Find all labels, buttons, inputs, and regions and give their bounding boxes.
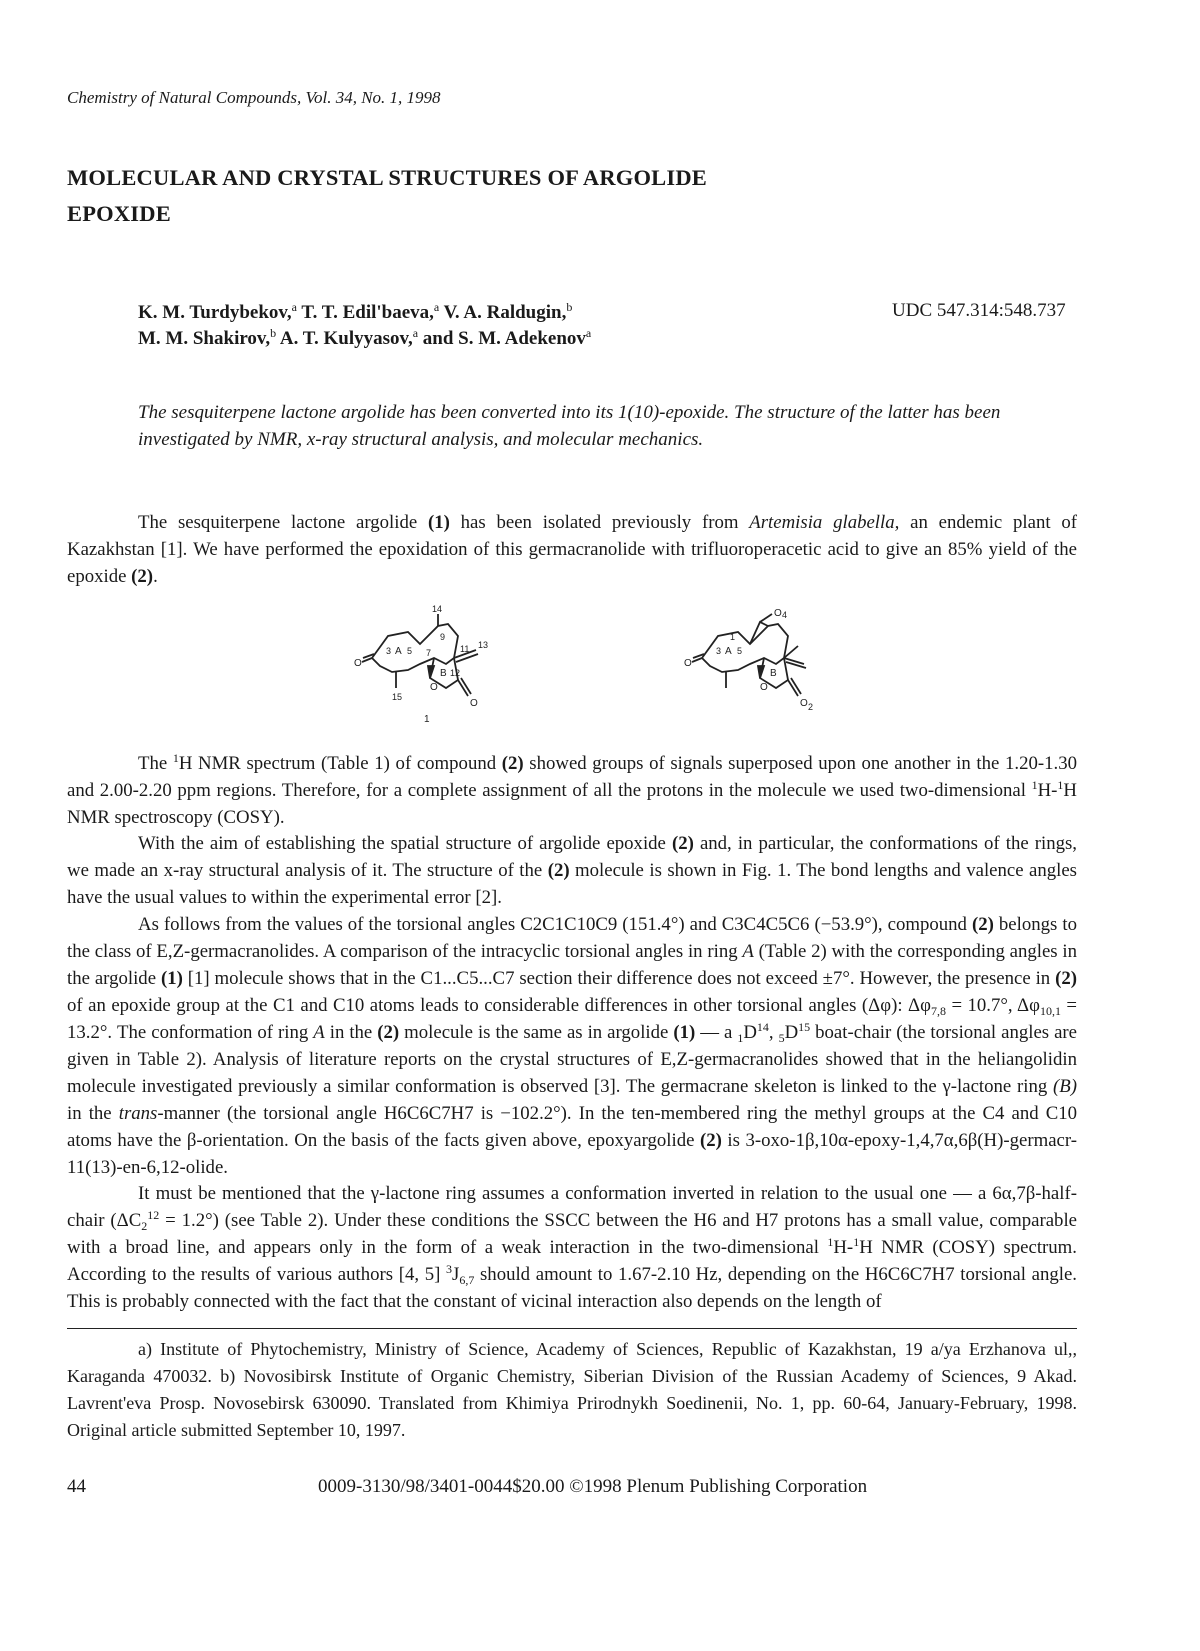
ring-label: A bbox=[725, 646, 732, 657]
species-name: Artemisia glabella, bbox=[749, 512, 900, 533]
atom-number: 11 bbox=[460, 644, 470, 654]
compound-1-structure bbox=[362, 614, 478, 696]
oxygen-atom: O bbox=[470, 698, 478, 709]
atom-number: 12 bbox=[450, 668, 461, 678]
author-name: and S. M. Adekenov bbox=[422, 328, 586, 349]
author-affiliation: b bbox=[270, 326, 277, 340]
author-name: A. T. Kulyyasov, bbox=[279, 328, 413, 349]
body-paragraph-1: The sesquiterpene lactone argolide (1) has been isolated previously from Artemisia glabella, an endemic plant of Kazakhstan [1]. We have performed the epoxidation of this germacranolide with trifluoroperacetic acid to give an 85% yield of the epoxide (2). bbox=[67, 512, 1078, 587]
atom-number: 3 bbox=[386, 646, 392, 656]
body-paragraph-2: The $^1$H NMR spectrum (Table 1) of compound (2) showed groups of signals superposed upon one another in the 1.20-1.30 and 2.00-2.20 ppm regions. Therefore, for a complete assignment of all the protons in the molecule we used two-dimensional $^1$H-$^1$H NMR spectroscopy (COSY). bbox=[67, 751, 1077, 828]
udc-code: UDC 547.314:548.737 bbox=[892, 300, 1066, 321]
author-affiliation: a bbox=[433, 300, 440, 314]
copyright-line: 0009-3130/98/3401-0044$20.00 ©1998 Plenum Publishing Corporation bbox=[318, 1476, 868, 1497]
oxygen-atom: O bbox=[684, 658, 692, 669]
atom-number: 1 bbox=[730, 632, 736, 642]
oxygen-atom: O bbox=[774, 608, 782, 619]
journal-header: Chemistry of Natural Compounds, Vol. 34, No. 1, 1998 bbox=[67, 88, 441, 107]
compound-ref: (2) bbox=[699, 1130, 722, 1151]
atom-number: 9 bbox=[440, 632, 446, 642]
body-paragraph-3: With the aim of establishing the spatial structure of argolide epoxide (2) and, in particular, the conformations of the rings, we made an x-ray structural analysis of it. The structure of the (2) molecule is shown in Fig. 1. The bond lengths and valence angles have the usual values to within the experimental error [2]. bbox=[67, 833, 1077, 908]
oxygen-atom: O bbox=[430, 682, 438, 693]
compound-ref: (2) bbox=[377, 1022, 400, 1043]
compound-number: 1 bbox=[424, 714, 430, 725]
ring-label: A bbox=[395, 646, 402, 657]
body-paragraph-5: It must be mentioned that the γ-lactone ring assumes a conformation inverted in relation to the usual one — a 6α,7β-half-chair $(\Delta C_2^{12} = 1.2^\circ)$ (see Table 2). Under these conditions the SSCC between the H6 and H7 protons has a small value, comparable with a broad line, and appears only in the form of a weak interaction in the two-dimensional $^1$H-$^1$H NMR (COSY) spectrum. According to the results of various authors [4, 5] $^3J_{6,7}$ should amount to 1.67-2.10 Hz, depending on the H6C6C7H7 torsional angle. This is probably connected with the fact that the constant of vicinal interaction also depends on the length of bbox=[67, 1183, 1078, 1312]
author-affiliation: b bbox=[566, 300, 573, 314]
article-title bbox=[67, 160, 827, 232]
atom-number: 15 bbox=[392, 692, 403, 702]
atom-number: 2 bbox=[808, 702, 814, 712]
atom-number: 3 bbox=[716, 646, 722, 656]
author-affiliation: a bbox=[291, 300, 297, 314]
compound-ref: (2) bbox=[971, 914, 994, 935]
oxygen-atom: O bbox=[800, 698, 808, 709]
author-name: M. M. Shakirov, bbox=[138, 328, 271, 349]
title-line-1: MOLECULAR AND CRYSTAL STRUCTURES OF ARGOLIDE bbox=[67, 165, 707, 190]
atom-number: 7 bbox=[426, 648, 432, 658]
author-line-1 bbox=[138, 300, 591, 326]
compound-2-structure bbox=[692, 614, 806, 696]
author-affiliation: a bbox=[412, 326, 419, 340]
author-name: K. M. Turdybekov, bbox=[138, 302, 292, 323]
compound-ref: (1) bbox=[427, 512, 450, 533]
compound-ref: (2) bbox=[501, 753, 524, 774]
compound-ref: (2) bbox=[547, 860, 570, 881]
structural-formulas bbox=[350, 600, 820, 725]
page-number: 44 bbox=[67, 1476, 86, 1497]
oxygen-atom: O bbox=[760, 682, 768, 693]
body-paragraph-4: As follows from the values of the torsional angles C2C1C10C9 (151.4°) and C3C4C5C6 (−53.9°), compound (2) belongs to the class of E,Z-germacranolides. A comparison of the intracyclic torsional angles in ring A (Table 2) with the corresponding angles in the argolide (1) [1] molecule shows that in the C1...C5...C7 section their difference does not exceed ±7°. However, the presence in (2) of an epoxide group at the C1 and C10 atoms leads to considerable differences in other torsional angles (Δφ): $\Delta\varphi_{7,8} = 10.7^\circ$, $\Delta\varphi_{10,1} = 13.2^\circ$. The conformation of ring A in the (2) molecule is the same as in argolide (1) — a $_1D^{14}$, $_5D^{15}$ boat-chair (the torsional angles are given in Table 2). Analysis of literature reports on the crystal structures of E,Z-germacranolides showed that in the heliangolidin molecule investigated previously a similar conformation is observed [3]. The germacrane skeleton is linked to the γ-lactone ring (B) in the trans-manner (the torsional angle H6C6C7H7 is −102.2°). In the ten-membered ring the methyl groups at the C4 and C10 atoms have the β-orientation. On the basis of the facts given above, epoxyargolide (2) is 3-oxo-1β,10α-epoxy-1,4,7α,6β(H)-germacr-11(13)-en-6,12-olide. bbox=[67, 914, 1078, 1178]
title-line-2: EPOXIDE bbox=[67, 201, 171, 226]
atom-number: 4 bbox=[782, 610, 788, 620]
compound-ref: (1) bbox=[160, 968, 183, 989]
author-line-2 bbox=[138, 326, 591, 352]
oxygen-atom: O bbox=[354, 658, 362, 669]
abstract: The sesquiterpene lactone argolide has been converted into its 1(10)-epoxide. The structure of the latter has been investigated by NMR, x-ray structural analysis, and molecular mechanics. bbox=[138, 402, 1001, 450]
compound-ref: (1) bbox=[673, 1022, 696, 1043]
ring-label: B bbox=[440, 668, 447, 679]
author-name: V. A. Raldugin, bbox=[443, 302, 567, 323]
author-list bbox=[138, 300, 591, 352]
compound-ref: (2) bbox=[671, 833, 694, 854]
atom-number: 13 bbox=[478, 640, 489, 650]
compound-ref: (2) bbox=[1055, 968, 1077, 989]
compound-ref: (2) bbox=[131, 566, 154, 587]
ring-label: B bbox=[770, 668, 777, 679]
author-affiliation: a bbox=[585, 326, 592, 340]
atom-number: 14 bbox=[432, 604, 443, 614]
author-name: T. T. Edil'baeva, bbox=[301, 302, 434, 323]
affiliation-footnote: a) Institute of Phytochemistry, Ministry of Science, Academy of Sciences, Republic of Kazakhstan, 19 a/ya Erzhanova ul,, Karaganda 470032. b) Novosibirsk Institute of Organic Chemistry, Siberian Division of the Russian Academy of Sciences, 9 Akad. Lavrent'eva Prosp. Novosebirsk 630090. Translated from Khimiya Prirodnykh Soedinenii, No. 1, pp. 60-64, January-February, 1998. Original article submitted September 10, 1997. bbox=[67, 1339, 1077, 1440]
atom-number: 5 bbox=[737, 646, 743, 656]
atom-number: 5 bbox=[407, 646, 413, 656]
footnote-divider bbox=[67, 1328, 1077, 1329]
